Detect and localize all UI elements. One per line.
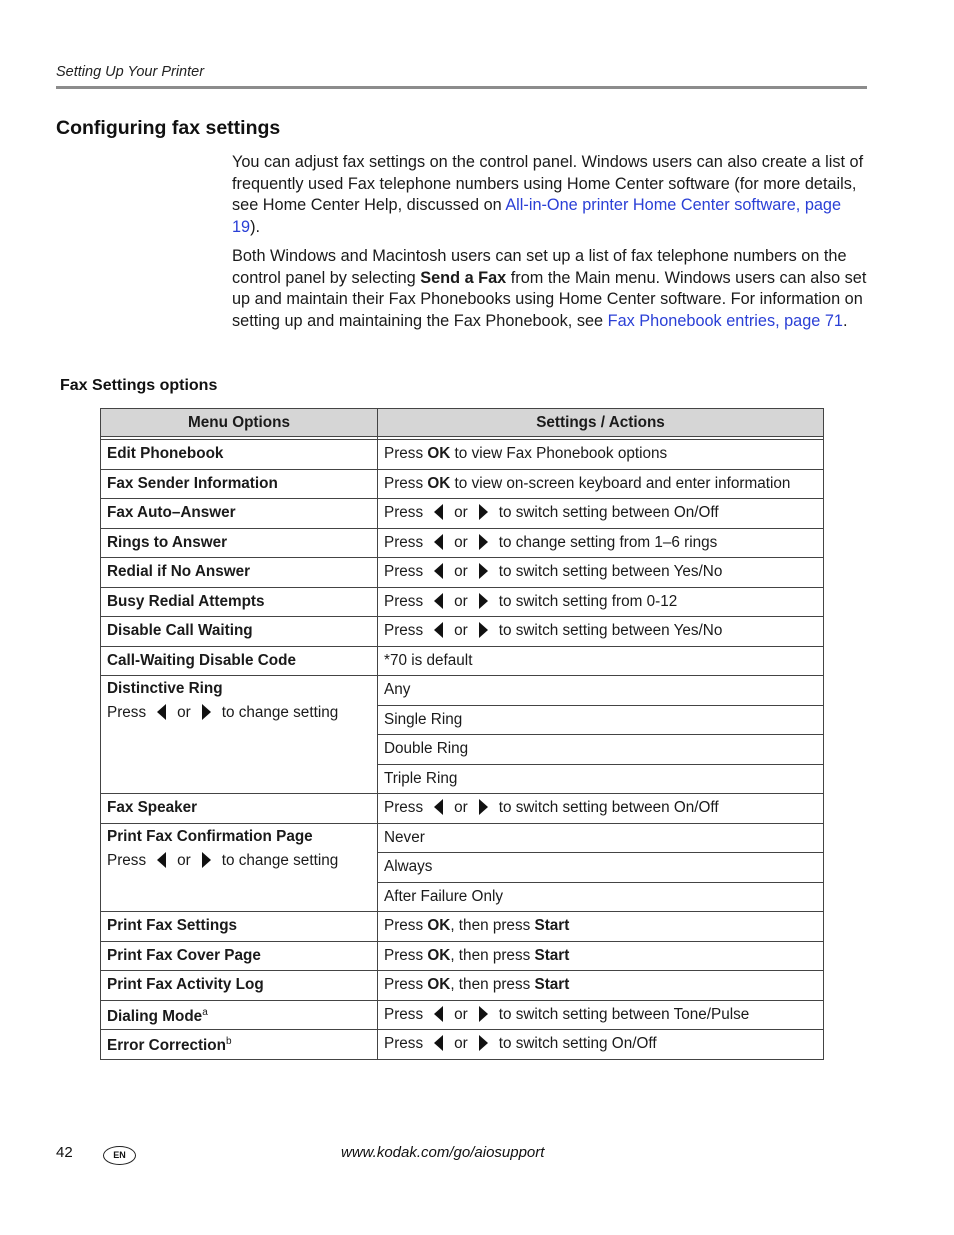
page-number: 42 bbox=[56, 1144, 73, 1161]
p1-text: You can adjust fax settings on the control panel. Windows users can also create a list of frequently used Fax telephone numbers using Home Center software (for more details, see Home Center Help, discussed on bbox=[232, 153, 864, 214]
press-text: Press bbox=[384, 563, 424, 581]
option-action bbox=[378, 1000, 824, 1030]
ok-key: OK bbox=[427, 946, 451, 964]
section-title: Configuring fax settings bbox=[56, 117, 281, 139]
press-text: Press bbox=[384, 592, 424, 610]
option-name: Call-Waiting Disable Code bbox=[101, 646, 378, 676]
or-text: or bbox=[454, 1005, 468, 1023]
option-name: Print Fax Settings bbox=[101, 912, 378, 942]
p1-text-end: ). bbox=[250, 217, 261, 236]
press-text: Press bbox=[384, 622, 424, 640]
table-row bbox=[101, 794, 824, 824]
option-title: Distinctive Ring bbox=[107, 680, 223, 697]
left-arrow-icon bbox=[434, 1006, 443, 1022]
table-row bbox=[101, 676, 824, 706]
fax-phonebook-link[interactable]: Fax Phonebook entries, page 71 bbox=[607, 311, 843, 330]
or-text: or bbox=[454, 533, 468, 551]
option-title: Error Correction bbox=[107, 1037, 226, 1055]
or-text: or bbox=[454, 563, 468, 581]
table-title: Fax Settings options bbox=[60, 377, 218, 394]
press-text: Press bbox=[384, 946, 424, 964]
left-arrow-icon bbox=[434, 534, 443, 550]
option-action bbox=[378, 587, 824, 617]
table-row bbox=[101, 499, 824, 529]
table-row bbox=[101, 1000, 824, 1030]
start-key: Start bbox=[534, 946, 570, 964]
option-action bbox=[378, 794, 824, 824]
table-row bbox=[101, 646, 824, 676]
left-arrow-icon bbox=[434, 1035, 443, 1051]
table-row bbox=[101, 971, 824, 1001]
table-row bbox=[101, 587, 824, 617]
footnote-marker: b bbox=[226, 1036, 232, 1048]
table-row bbox=[101, 912, 824, 942]
send-a-fax-label: Send a Fax bbox=[420, 268, 507, 287]
right-arrow-icon bbox=[479, 593, 488, 609]
press-text: Press bbox=[107, 704, 147, 721]
option-action bbox=[378, 1030, 824, 1060]
press-instruction bbox=[107, 852, 371, 870]
option-name: Redial if No Answer bbox=[101, 558, 378, 588]
press-text: Press bbox=[384, 474, 424, 492]
option-choice: Single Ring bbox=[378, 705, 824, 735]
action-text: to view Fax Phonebook options bbox=[450, 445, 668, 463]
language-badge-icon: EN bbox=[103, 1146, 136, 1165]
table-row bbox=[101, 823, 824, 853]
option-action bbox=[378, 941, 824, 971]
option-action bbox=[378, 971, 824, 1001]
option-action bbox=[378, 528, 824, 558]
option-name: Rings to Answer bbox=[101, 528, 378, 558]
or-text: or bbox=[454, 504, 468, 522]
left-arrow-icon bbox=[434, 593, 443, 609]
press-text: Press bbox=[107, 851, 147, 869]
option-choice: Always bbox=[378, 853, 824, 883]
table-row bbox=[101, 617, 824, 647]
option-title: Dialing Mode bbox=[107, 1007, 203, 1025]
ok-key: OK bbox=[427, 976, 451, 994]
right-arrow-icon bbox=[202, 704, 211, 720]
action-text: to switch setting between On/Off bbox=[498, 799, 719, 817]
press-text: Press bbox=[384, 799, 424, 817]
option-name: Fax Auto–Answer bbox=[101, 499, 378, 529]
then-press-text: , then press bbox=[450, 976, 535, 994]
option-action bbox=[378, 440, 824, 470]
column-header-settings-actions: Settings / Actions bbox=[378, 409, 824, 437]
press-text: Press bbox=[384, 1035, 424, 1053]
table-row bbox=[101, 469, 824, 499]
option-action bbox=[378, 912, 824, 942]
option-choice: Never bbox=[378, 823, 824, 853]
left-arrow-icon bbox=[157, 704, 166, 720]
right-arrow-icon bbox=[479, 622, 488, 638]
option-value: *70 is default bbox=[378, 646, 824, 676]
option-name bbox=[101, 823, 378, 912]
right-arrow-icon bbox=[479, 534, 488, 550]
ok-key: OK bbox=[427, 917, 451, 935]
action-text: to change setting bbox=[221, 704, 339, 721]
then-press-text: , then press bbox=[450, 946, 535, 964]
option-name bbox=[101, 1000, 378, 1030]
press-text: Press bbox=[384, 445, 424, 463]
footnote-marker: a bbox=[202, 1006, 208, 1018]
right-arrow-icon bbox=[202, 852, 211, 868]
option-name: Fax Sender Information bbox=[101, 469, 378, 499]
action-text: to switch setting between Yes/No bbox=[498, 622, 723, 640]
column-header-menu-options: Menu Options bbox=[101, 409, 378, 437]
left-arrow-icon bbox=[434, 563, 443, 579]
p2-text-middle: from the Main menu. Windows users can also set up and maintain their Fax Phonebooks using Home Center software. For information on setting up and maintaining the Fax Phonebook, see bbox=[232, 268, 867, 330]
right-arrow-icon bbox=[479, 1006, 488, 1022]
intro-paragraph bbox=[232, 152, 868, 238]
fax-settings-table bbox=[100, 408, 824, 1060]
option-name bbox=[101, 1030, 378, 1060]
option-choice: Any bbox=[378, 676, 824, 706]
option-name: Print Fax Cover Page bbox=[101, 941, 378, 971]
table-row bbox=[101, 558, 824, 588]
press-text: Press bbox=[384, 533, 424, 551]
or-text: or bbox=[454, 592, 468, 610]
option-action bbox=[378, 469, 824, 499]
option-name: Busy Redial Attempts bbox=[101, 587, 378, 617]
header-rule bbox=[56, 86, 867, 89]
start-key: Start bbox=[534, 917, 570, 935]
option-choice: Double Ring bbox=[378, 735, 824, 765]
option-name: Disable Call Waiting bbox=[101, 617, 378, 647]
footer-url: www.kodak.com/go/aiosupport bbox=[341, 1144, 545, 1161]
table-row bbox=[101, 1030, 824, 1060]
action-text: to change setting bbox=[221, 851, 339, 869]
left-arrow-icon bbox=[434, 504, 443, 520]
left-arrow-icon bbox=[434, 799, 443, 815]
table-row bbox=[101, 440, 824, 470]
table-row bbox=[101, 528, 824, 558]
or-text: or bbox=[177, 851, 191, 869]
action-text: to change setting from 1–6 rings bbox=[498, 533, 718, 551]
home-center-link[interactable]: All-in-One printer Home Center software, page 19 bbox=[232, 196, 842, 236]
right-arrow-icon bbox=[479, 799, 488, 815]
or-text: or bbox=[454, 799, 468, 817]
option-action bbox=[378, 617, 824, 647]
option-title: Print Fax Confirmation Page bbox=[107, 827, 313, 845]
option-name: Edit Phonebook bbox=[101, 440, 378, 470]
action-text: to switch setting On/Off bbox=[498, 1035, 657, 1053]
option-choice: After Failure Only bbox=[378, 882, 824, 912]
p2-text: Both Windows and Macintosh users can set up a list of fax telephone numbers on the control panel by selecting bbox=[232, 247, 847, 287]
running-head: Setting Up Your Printer bbox=[56, 64, 205, 80]
press-text: Press bbox=[384, 504, 424, 522]
press-text: Press bbox=[384, 976, 424, 994]
left-arrow-icon bbox=[157, 852, 166, 868]
ok-key: OK bbox=[427, 445, 451, 463]
phonebook-paragraph bbox=[232, 246, 868, 332]
right-arrow-icon bbox=[479, 563, 488, 579]
p2-text-end: . bbox=[842, 311, 848, 330]
start-key: Start bbox=[534, 976, 570, 994]
or-text: or bbox=[454, 622, 468, 640]
press-instruction bbox=[107, 704, 371, 722]
action-text: to switch setting between Tone/Pulse bbox=[498, 1005, 750, 1023]
action-text: to switch setting between Yes/No bbox=[498, 563, 723, 581]
press-text: Press bbox=[384, 1005, 424, 1023]
action-text: to switch setting between On/Off bbox=[498, 504, 719, 522]
option-name bbox=[101, 676, 378, 794]
ok-key: OK bbox=[427, 474, 451, 492]
right-arrow-icon bbox=[479, 1035, 488, 1051]
option-name: Fax Speaker bbox=[101, 794, 378, 824]
option-name: Print Fax Activity Log bbox=[101, 971, 378, 1001]
option-choice: Triple Ring bbox=[378, 764, 824, 794]
right-arrow-icon bbox=[479, 504, 488, 520]
table-row bbox=[101, 941, 824, 971]
then-press-text: , then press bbox=[450, 917, 535, 935]
option-action bbox=[378, 558, 824, 588]
or-text: or bbox=[454, 1035, 468, 1053]
press-text: Press bbox=[384, 917, 424, 935]
action-text: to switch setting from 0-12 bbox=[498, 592, 678, 610]
or-text: or bbox=[177, 704, 191, 721]
option-action bbox=[378, 499, 824, 529]
action-text: to view on-screen keyboard and enter information bbox=[450, 474, 791, 492]
left-arrow-icon bbox=[434, 622, 443, 638]
